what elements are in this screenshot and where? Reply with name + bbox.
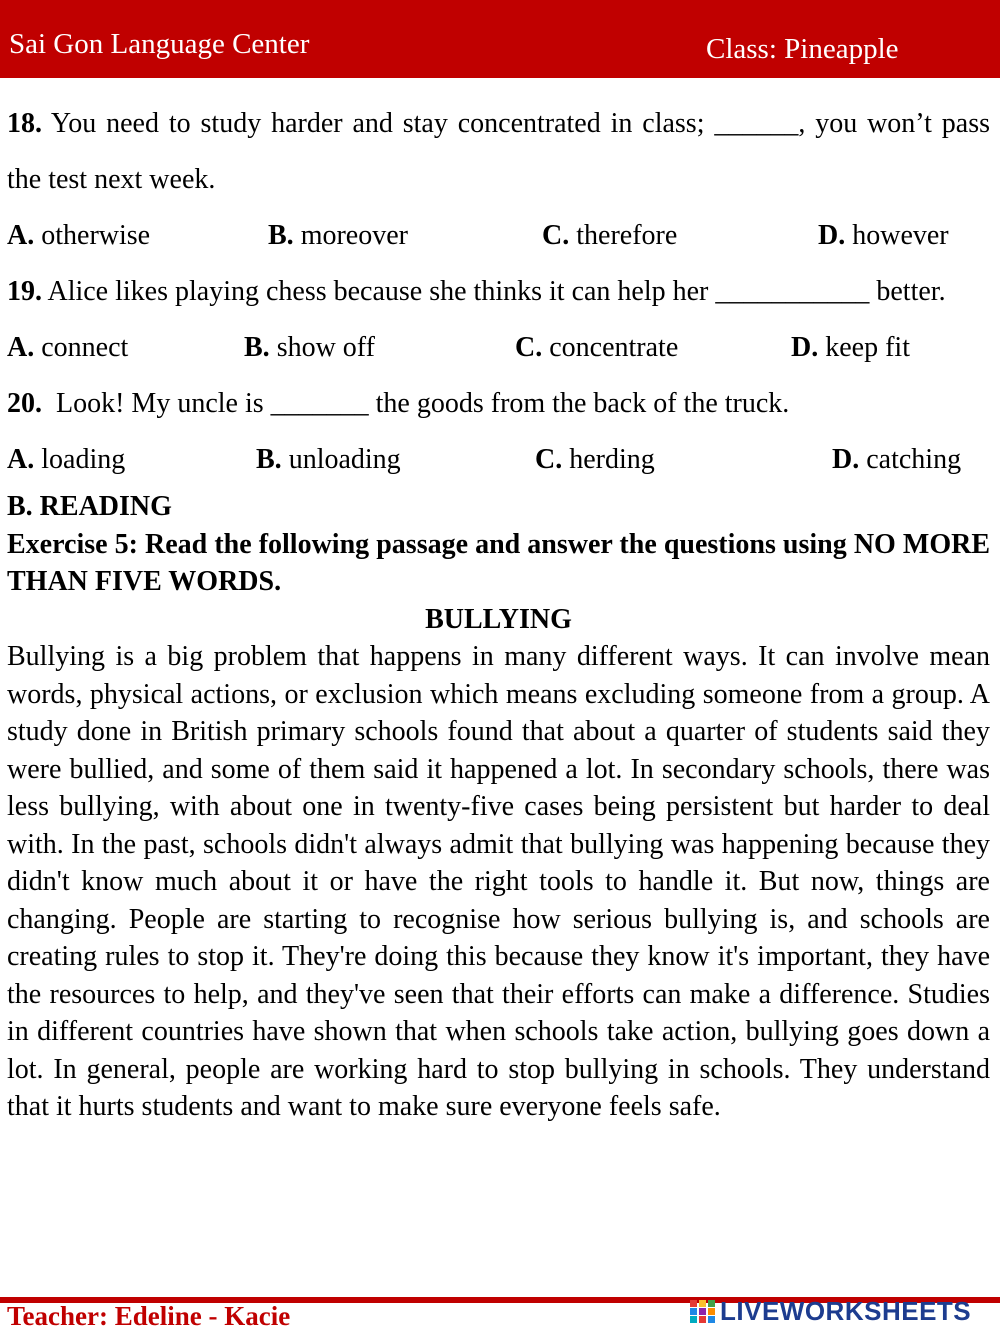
options-18 [7,208,990,264]
option-letter: A. [7,220,35,251]
question-18 [7,96,990,208]
question-number: 20. [7,388,42,419]
option-text: otherwise [41,220,151,251]
option-text: herding [569,444,655,475]
option-letter: D. [818,220,846,251]
question-19 [7,264,990,320]
option-a[interactable] [7,320,128,376]
question-20 [7,376,990,432]
question-number: 18. [7,108,42,139]
options-19 [7,320,990,376]
option-text: show off [276,332,375,363]
passage-title: BULLYING [425,603,572,635]
option-c[interactable] [535,432,655,488]
option-c[interactable] [542,208,677,264]
option-letter: C. [515,332,543,363]
teacher-name: Teacher: Edeline - Kacie [7,1301,291,1331]
liveworksheets-text: LIVEWORKSHEETS [720,1296,972,1326]
option-letter: A. [7,332,35,363]
option-text: moreover [300,220,408,251]
option-text: keep fit [825,332,910,363]
option-letter: C. [535,444,563,475]
option-text: loading [41,444,126,475]
option-d[interactable] [832,432,961,488]
class-name: Class: Pineapple [706,33,899,65]
option-letter: B. [256,444,282,475]
option-b[interactable] [268,208,408,264]
option-text: catching [866,444,962,475]
option-text: however [852,220,949,251]
option-text: unloading [288,444,401,475]
option-letter: D. [791,332,819,363]
exercise-instruction: Exercise 5: Read the following passage and answer the questions using NO MORE THAN FIVE WORDS. [7,528,990,597]
option-letter: A. [7,444,35,475]
option-b[interactable] [244,320,375,376]
passage-text: Bullying is a big problem that happens in many different ways. It can involve mean words, physical actions, or exclusion which means excluding someone from a group. A study done in British primary schools found that about a quarter of students said they were bullied, and some of them said it happened a lot. In secondary schools, there was less bullying, with about one in twenty-five cases being persistent but harder to deal with. In the past, schools didn't always admit that bullying was happening because they didn't know much about it or have the right tools to handle it. But now, things are changing. People are starting to recognise how serious bullying is, and schools are creating rules to stop it. They're doing this because they know it's important, they have the resources to help, and they've seen that their efforts can make a difference. Studies in different countries have shown that when schools take action, bullying goes down a lot. In general, people are working hard to stop bullying in schools. They understand that it hurts students and want to make sure everyone feels safe. [7,641,990,1122]
option-letter: C. [542,220,570,251]
option-text: therefore [576,220,678,251]
option-b[interactable] [256,432,401,488]
section-title: B. READING [7,491,172,522]
question-text: Alice likes playing chess because she thinks it can help her ___________ better. [47,276,946,307]
option-d[interactable] [791,320,910,376]
option-a[interactable] [7,208,150,264]
question-text: You need to study harder and stay concentrated in class; ______, you won’t pass the test next week. [7,108,991,195]
option-text: connect [41,332,129,363]
option-letter: B. [244,332,270,363]
liveworksheets-icon [690,1300,716,1322]
question-number: 19. [7,276,42,307]
option-d[interactable] [818,208,949,264]
question-text: Look! My uncle is _______ the goods from the back of the truck. [56,388,790,419]
option-a[interactable] [7,432,125,488]
header-bar [0,0,1000,78]
option-c[interactable] [515,320,678,376]
option-letter: B. [268,220,294,251]
option-text: concentrate [549,332,679,363]
option-letter: D. [832,444,860,475]
worksheet-content [7,96,990,1126]
options-20 [7,432,990,488]
center-name: Sai Gon Language Center [9,28,310,60]
